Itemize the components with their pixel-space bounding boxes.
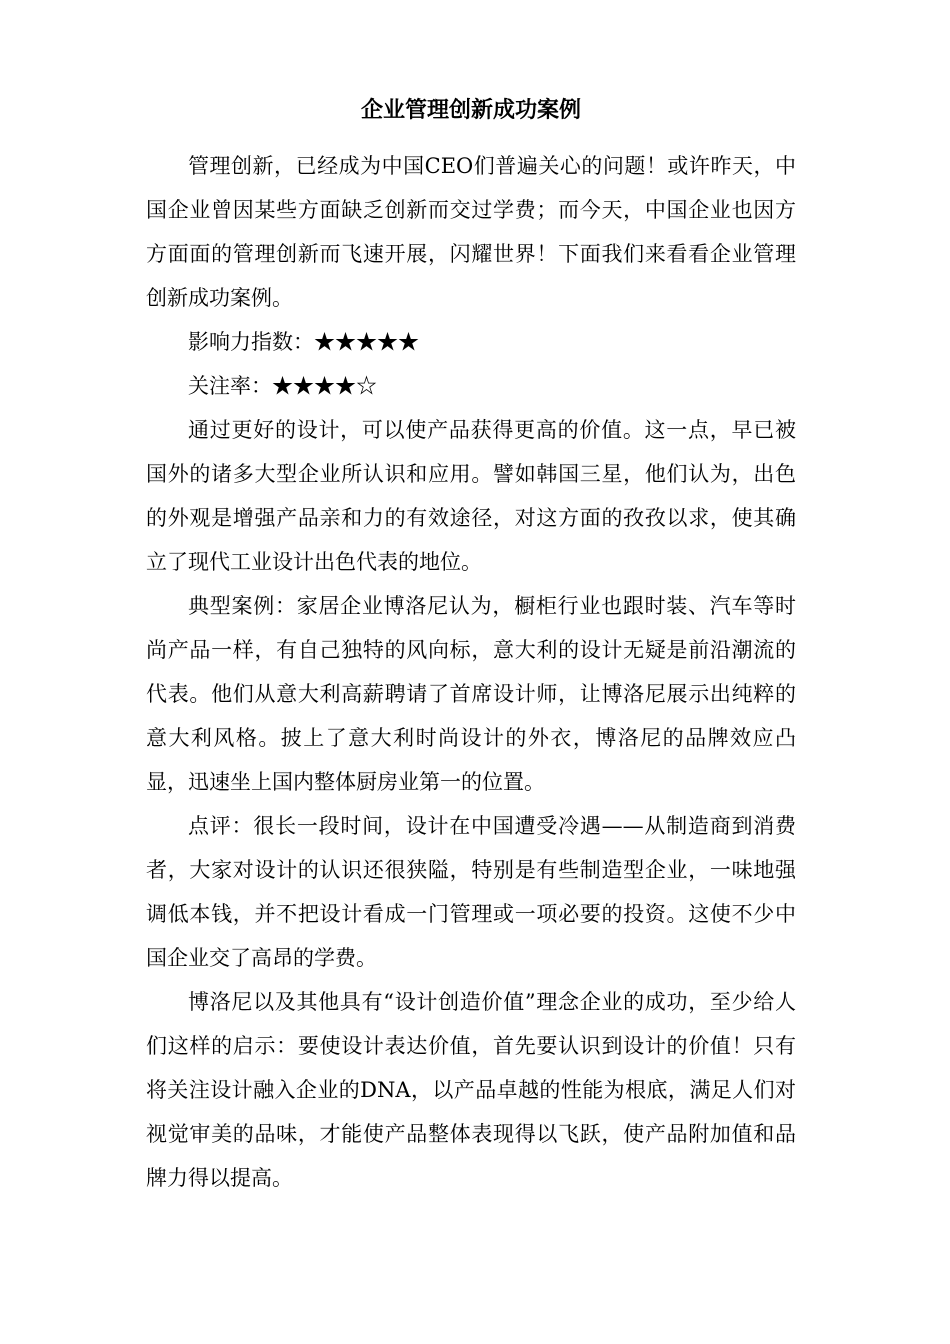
design-value-paragraph: 通过更好的设计，可以使产品获得更高的价值。这一点，早已被国外的诸多大型企业所认识和应用。譬如韩国三星，他们认为，出色的外观是增强产品亲和力的有效途径，对这方面的孜孜以求，使其确立了现代工业设计出色代表的地位。 [146, 418, 796, 574]
attention-stars-icon: ★★★★☆ [272, 374, 377, 398]
commentary-paragraph: 点评：很长一段时间，设计在中国遭受冷遇——从制造商到消费者，大家对设计的认识还很狭隘，特别是有些制造型企业，一味地强调低本钱，并不把设计看成一门管理或一项必要的投资。这使不少中国企业交了高昂的学费。 [146, 814, 796, 970]
influence-rating-label: 影响力指数： [188, 330, 314, 354]
attention-rating-label: 关注率： [188, 374, 272, 398]
document-title: 企业管理创新成功案例 [360, 97, 581, 123]
attention-rating-line [146, 364, 796, 408]
influence-stars-icon: ★★★★★ [314, 330, 419, 354]
case-study-paragraph: 典型案例：家居企业博洛尼认为，橱柜行业也跟时装、汽车等时尚产品一样，有自己独特的风向标，意大利的设计无疑是前沿潮流的代表。他们从意大利高薪聘请了首席设计师，让博洛尼展示出纯粹的意大利风格。披上了意大利时尚设计的外衣，博洛尼的品牌效应凸显，迅速坐上国内整体厨房业第一的位置。 [146, 594, 796, 794]
conclusion-paragraph: 博洛尼以及其他具有“设计创造价值”理念企业的成功，至少给人们这样的启示：要使设计表达价值，首先要认识到设计的价值！只有将关注设计融入企业的DNA，以产品卓越的性能为根底，满足人们对视觉审美的品味，才能使产品整体表现得以飞跃，使产品附加值和品牌力得以提高。 [146, 990, 796, 1190]
influence-rating-line [146, 320, 796, 364]
document-page [146, 90, 796, 1200]
intro-paragraph: 管理创新，已经成为中国CEO们普遍关心的问题！或许昨天，中国企业曾因某些方面缺乏创新而交过学费；而今天，中国企业也因方方面面的管理创新而飞速开展，闪耀世界！下面我们来看看企业管理创新成功案例。 [146, 154, 796, 310]
